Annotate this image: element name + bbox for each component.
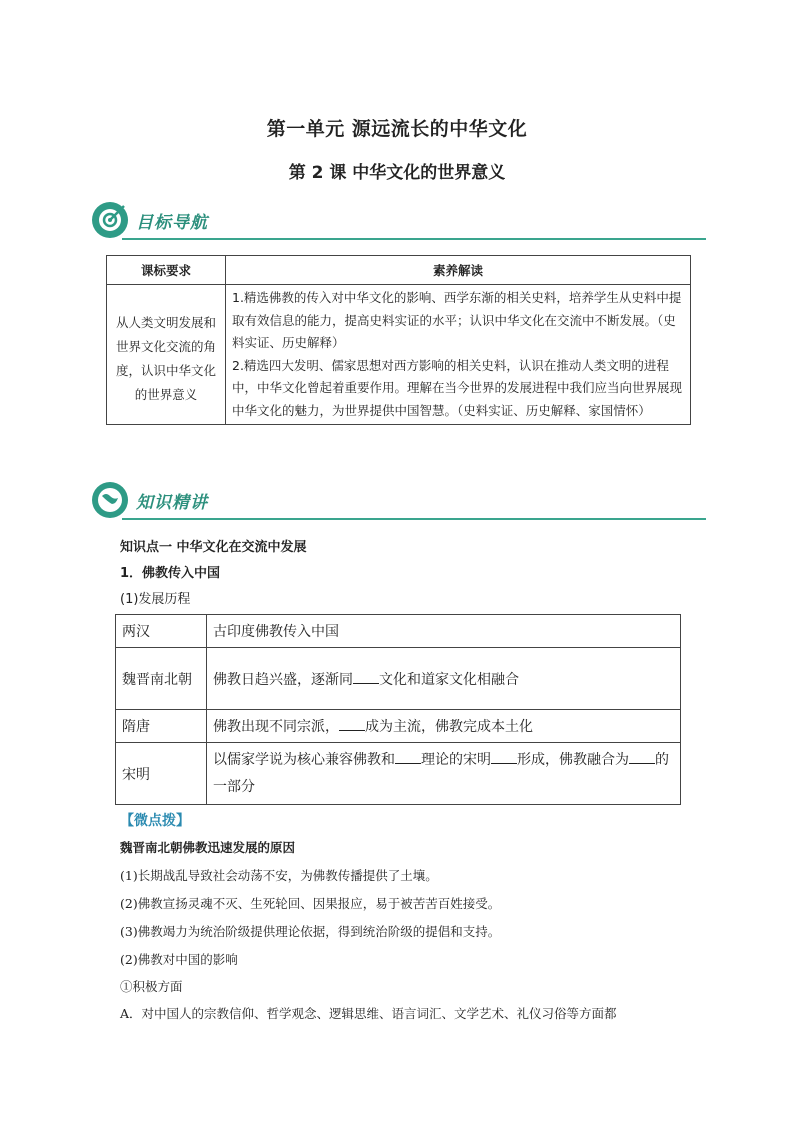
section-label-goals: 目标导航 — [136, 213, 208, 233]
history-content: 佛教日趋兴盛，逐渐同 文化和道家文化相融合 — [207, 648, 681, 710]
influence-item-a: A．对中国人的宗教信仰、哲学观念、逻辑思维、语言词汇、文学艺术、礼仪习俗等方面都 — [120, 1006, 617, 1021]
literacy-item-1: 1.精选佛教的传入对中华文化的影响、西学东渐的相关史料，培养学生从史料中提取有效信息的能力，提高史料实证的水平；认识中华文化在交流中不断发展。（史料实证、历史解释） — [232, 290, 682, 350]
target-arrow-icon — [92, 202, 128, 238]
micro-item-3: (3)佛教竭力为统治阶级提供理论依据，得到统治阶级的提倡和支持。 — [120, 924, 501, 939]
knowledge-sub-sub-title: (1)发展历程 — [120, 592, 191, 607]
fill-blank[interactable] — [491, 749, 517, 764]
micro-tip-label: 【微点拨】 — [120, 813, 190, 829]
knowledge-sub-title: 1．佛教传入中国 — [120, 566, 221, 581]
goal-table-header-requirement: 课标要求 — [107, 256, 226, 285]
history-period: 两汉 — [116, 615, 207, 648]
history-period: 宋明 — [116, 743, 207, 805]
history-table — [115, 614, 681, 805]
history-content: 佛教出现不同宗派， 成为主流，佛教完成本土化 — [207, 710, 681, 743]
fill-blank[interactable] — [395, 749, 421, 764]
literacy-item-2: 2.精选四大发明、儒家思想对西方影响的相关史料，认识在推动人类文明的进程中，中华文化曾起着重要作用。理解在当今世界的发展进程中我们应当向世界展现中华文化的魅力，为世界提供中国智慧。（史料实证、历史解释、家国情怀） — [232, 357, 683, 418]
goal-table-requirement: 从人类文明发展和世界文化交流的角度，认识中华文化的世界意义 — [107, 285, 226, 425]
knowledge-point-title: 知识点一 中华文化在交流中发展 — [120, 540, 307, 555]
globe-icon — [92, 482, 128, 518]
micro-item-2: (2)佛教宣扬灵魂不灭、生死轮回、因果报应，易于被苦苦百姓接受。 — [120, 896, 501, 911]
micro-item-1: (1)长期战乱导致社会动荡不安，为佛教传播提供了土壤。 — [120, 868, 438, 883]
goal-table-literacy — [226, 285, 691, 425]
history-period: 隋唐 — [116, 710, 207, 743]
fill-blank[interactable] — [339, 716, 365, 731]
fill-blank[interactable] — [353, 669, 379, 684]
fill-blank[interactable] — [629, 749, 655, 764]
goal-table — [106, 255, 691, 425]
unit-title: 第一单元 源远流长的中华文化 — [266, 118, 528, 140]
section-banner-goals — [92, 202, 706, 242]
section-label-knowledge: 知识精讲 — [136, 493, 208, 513]
history-content: 以儒家学说为核心兼容佛教和 理论的宋明 形成，佛教融合为 的一部分 — [207, 743, 681, 805]
history-period: 魏晋南北朝 — [116, 648, 207, 710]
lesson-title: 第 2 课 中华文化的世界意义 — [288, 163, 506, 183]
micro-heading: 魏晋南北朝佛教迅速发展的原因 — [120, 840, 296, 855]
section-banner-knowledge — [92, 482, 706, 522]
influence-title: (2)佛教对中国的影响 — [120, 952, 238, 967]
history-content: 古印度佛教传入中国 — [207, 615, 681, 648]
influence-positive: ①积极方面 — [120, 979, 183, 994]
goal-table-header-literacy: 素养解读 — [226, 256, 691, 285]
